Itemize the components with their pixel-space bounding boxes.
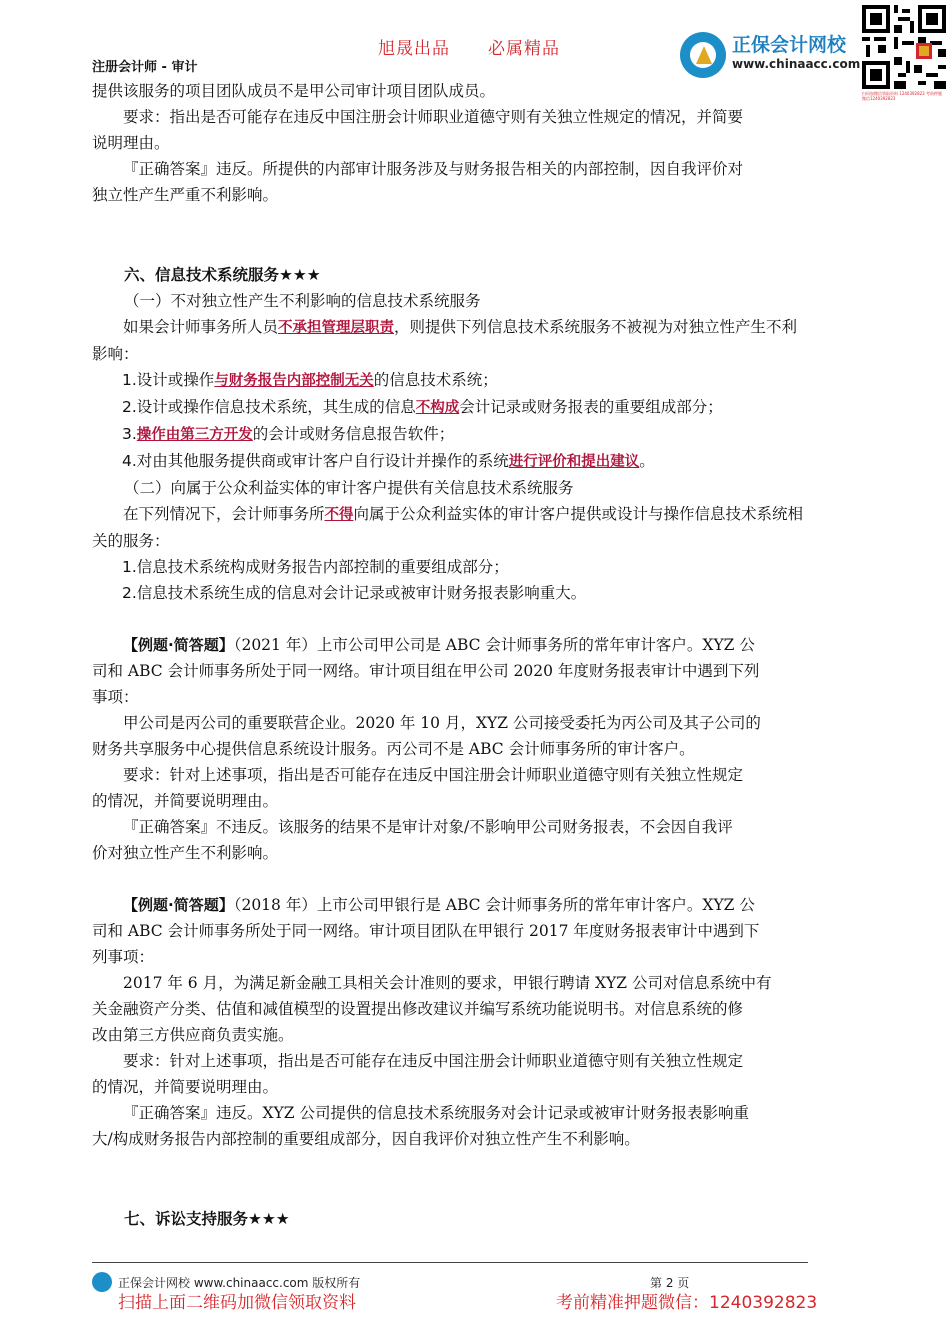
- paragraph: 财务共享服务中心提供信息系统设计服务。丙公司不是 ABC 会计师事务所的审计客户。: [92, 740, 695, 758]
- logo-mark-icon: [680, 32, 726, 78]
- list-item: 4.对由其他服务提供商或审计客户自行设计并操作的系统进行评价和提出建议。: [122, 452, 655, 470]
- paragraph: 要求：针对上述事项，指出是否可能存在违反中国注册会计师职业道德守则有关独立性规定: [123, 1052, 744, 1070]
- paragraph: 甲公司是丙公司的重要联营企业。2020 年 10 月，XYZ 公司接受委托为丙公司及其子公司的: [123, 714, 761, 732]
- promo-header-left: 旭晟出品: [378, 39, 450, 59]
- paragraph: 说明理由。: [92, 134, 170, 152]
- example-tag: 【例题·简答题】: [123, 896, 234, 914]
- highlight-text: 不得: [324, 507, 354, 523]
- paragraph: 事项：: [92, 688, 139, 706]
- logo-url: www.chinaacc.com: [732, 57, 861, 71]
- list-item: 2.信息技术系统生成的信息对会计记录或被审计财务报表影响重大。: [122, 584, 587, 602]
- answer-paragraph: 价对独立性产生不利影响。: [92, 844, 279, 862]
- page-number: 第 2 页: [650, 1276, 690, 1290]
- highlight-text: 进行评价和提出建议: [508, 454, 640, 470]
- paragraph: 司和 ABC 会计师事务所处于同一网络。审计项目组在甲公司 2020 年度财务报表审计中遇到下列: [92, 662, 760, 680]
- document-subject: 注册会计师 - 审计: [92, 60, 198, 75]
- list-item: 1.设计或操作与财务报告内部控制无关的信息技术系统；: [122, 371, 498, 389]
- section-heading-6: 六、信息技术系统服务★★★: [124, 266, 321, 284]
- paragraph: 改由第三方供应商负责实施。: [92, 1026, 294, 1044]
- qr-caption: 扫码加微信领取资料 1240392823 考前押题 微信1240392823: [862, 91, 942, 101]
- answer-paragraph: 『正确答案』不违反。该服务的结果不是审计对象/不影响甲公司财务报表，不会因自我评: [123, 818, 733, 836]
- paragraph: 列事项：: [92, 948, 155, 966]
- footer-copyright: 正保会计网校 www.chinaacc.com 版权所有: [118, 1276, 361, 1290]
- paragraph: 提供该服务的项目团队成员不是甲公司审计项目团队成员。: [92, 82, 496, 100]
- paragraph: 在下列情况下，会计师事务所不得向属于公众利益实体的审计客户提供或设计与操作信息技术系统相: [123, 505, 804, 523]
- paragraph: 的情况，并简要说明理由。: [92, 1078, 279, 1096]
- example-question: 【例题·简答题】（2018 年）上市公司甲银行是 ABC 会计师事务所的常年审计客户。XYZ 公: [123, 896, 755, 914]
- paragraph: 2017 年 6 月，为满足新金融工具相关会计准则的要求，甲银行聘请 XYZ 公司对信息系统中有: [123, 974, 772, 992]
- answer-paragraph: 『正确答案』违反。所提供的内部审计服务涉及与财务报告相关的内部控制，因自我评价对: [123, 160, 744, 178]
- highlight-text: 与财务报告内部控制无关: [214, 373, 374, 389]
- paragraph: 关金融资产分类、估值和减值模型的设置提出修改建议并编写系统功能说明书。对信息系统的修: [92, 1000, 744, 1018]
- document-body: [92, 78, 860, 1232]
- example-tag: 【例题·简答题】: [123, 636, 234, 654]
- paragraph: 要求：针对上述事项，指出是否可能存在违反中国注册会计师职业道德守则有关独立性规定: [123, 766, 744, 784]
- list-item: 1.信息技术系统构成财务报告内部控制的重要组成部分；: [122, 558, 509, 576]
- footer-divider: [92, 1262, 808, 1263]
- paragraph: 要求：指出是否可能存在违反中国注册会计师职业道德守则有关独立性规定的情况，并简要: [123, 108, 744, 126]
- highlight-text: 不构成: [415, 400, 460, 416]
- footer-logo-icon: [92, 1272, 112, 1292]
- section-heading-7: 七、诉讼支持服务★★★: [124, 1210, 290, 1228]
- paragraph: 司和 ABC 会计师事务所处于同一网络。审计项目团队在甲银行 2017 年度财务报表审计中遇到下: [92, 922, 760, 940]
- example-question: 【例题·简答题】（2021 年）上市公司甲公司是 ABC 会计师事务所的常年审计客户。XYZ 公: [123, 636, 755, 654]
- promo-header-right: 必属精品: [488, 39, 560, 59]
- highlight-text: 不承担管理层职责: [278, 320, 395, 336]
- paragraph: 如果会计师事务所人员不承担管理层职责，则提供下列信息技术系统服务不被视为对独立性产生不利: [123, 318, 798, 336]
- paragraph: 的情况，并简要说明理由。: [92, 792, 279, 810]
- list-item: 2.设计或操作信息技术系统，其生成的信息不构成会计记录或财务报表的重要组成部分；: [122, 398, 723, 416]
- promo-bottom-right: 考前精准押题微信：1240392823: [556, 1293, 818, 1313]
- highlight-text: 操作由第三方开发: [136, 427, 253, 443]
- paragraph: 关的服务：: [92, 532, 170, 550]
- promo-header: [378, 34, 598, 59]
- answer-paragraph: 独立性产生严重不利影响。: [92, 186, 279, 204]
- promo-bottom-left: 扫描上面二维码加微信领取资料: [118, 1293, 356, 1313]
- subsection-heading: （二）向属于公众利益实体的审计客户提供有关信息技术系统服务: [124, 479, 574, 497]
- qr-code-icon: [862, 4, 946, 90]
- list-item: 3.操作由第三方开发的会计或财务信息报告软件；: [122, 425, 455, 443]
- logo-name: 正保会计网校: [732, 34, 847, 56]
- site-logo[interactable]: [680, 30, 860, 80]
- subsection-heading: （一）不对独立性产生不利影响的信息技术系统服务: [124, 292, 481, 310]
- answer-paragraph: 大/构成财务报告内部控制的重要组成部分，因自我评价对独立性产生不利影响。: [92, 1130, 640, 1148]
- paragraph: 影响：: [92, 345, 139, 363]
- answer-paragraph: 『正确答案』违反。XYZ 公司提供的信息技术系统服务对会计记录或被审计财务报表影响重: [123, 1104, 749, 1122]
